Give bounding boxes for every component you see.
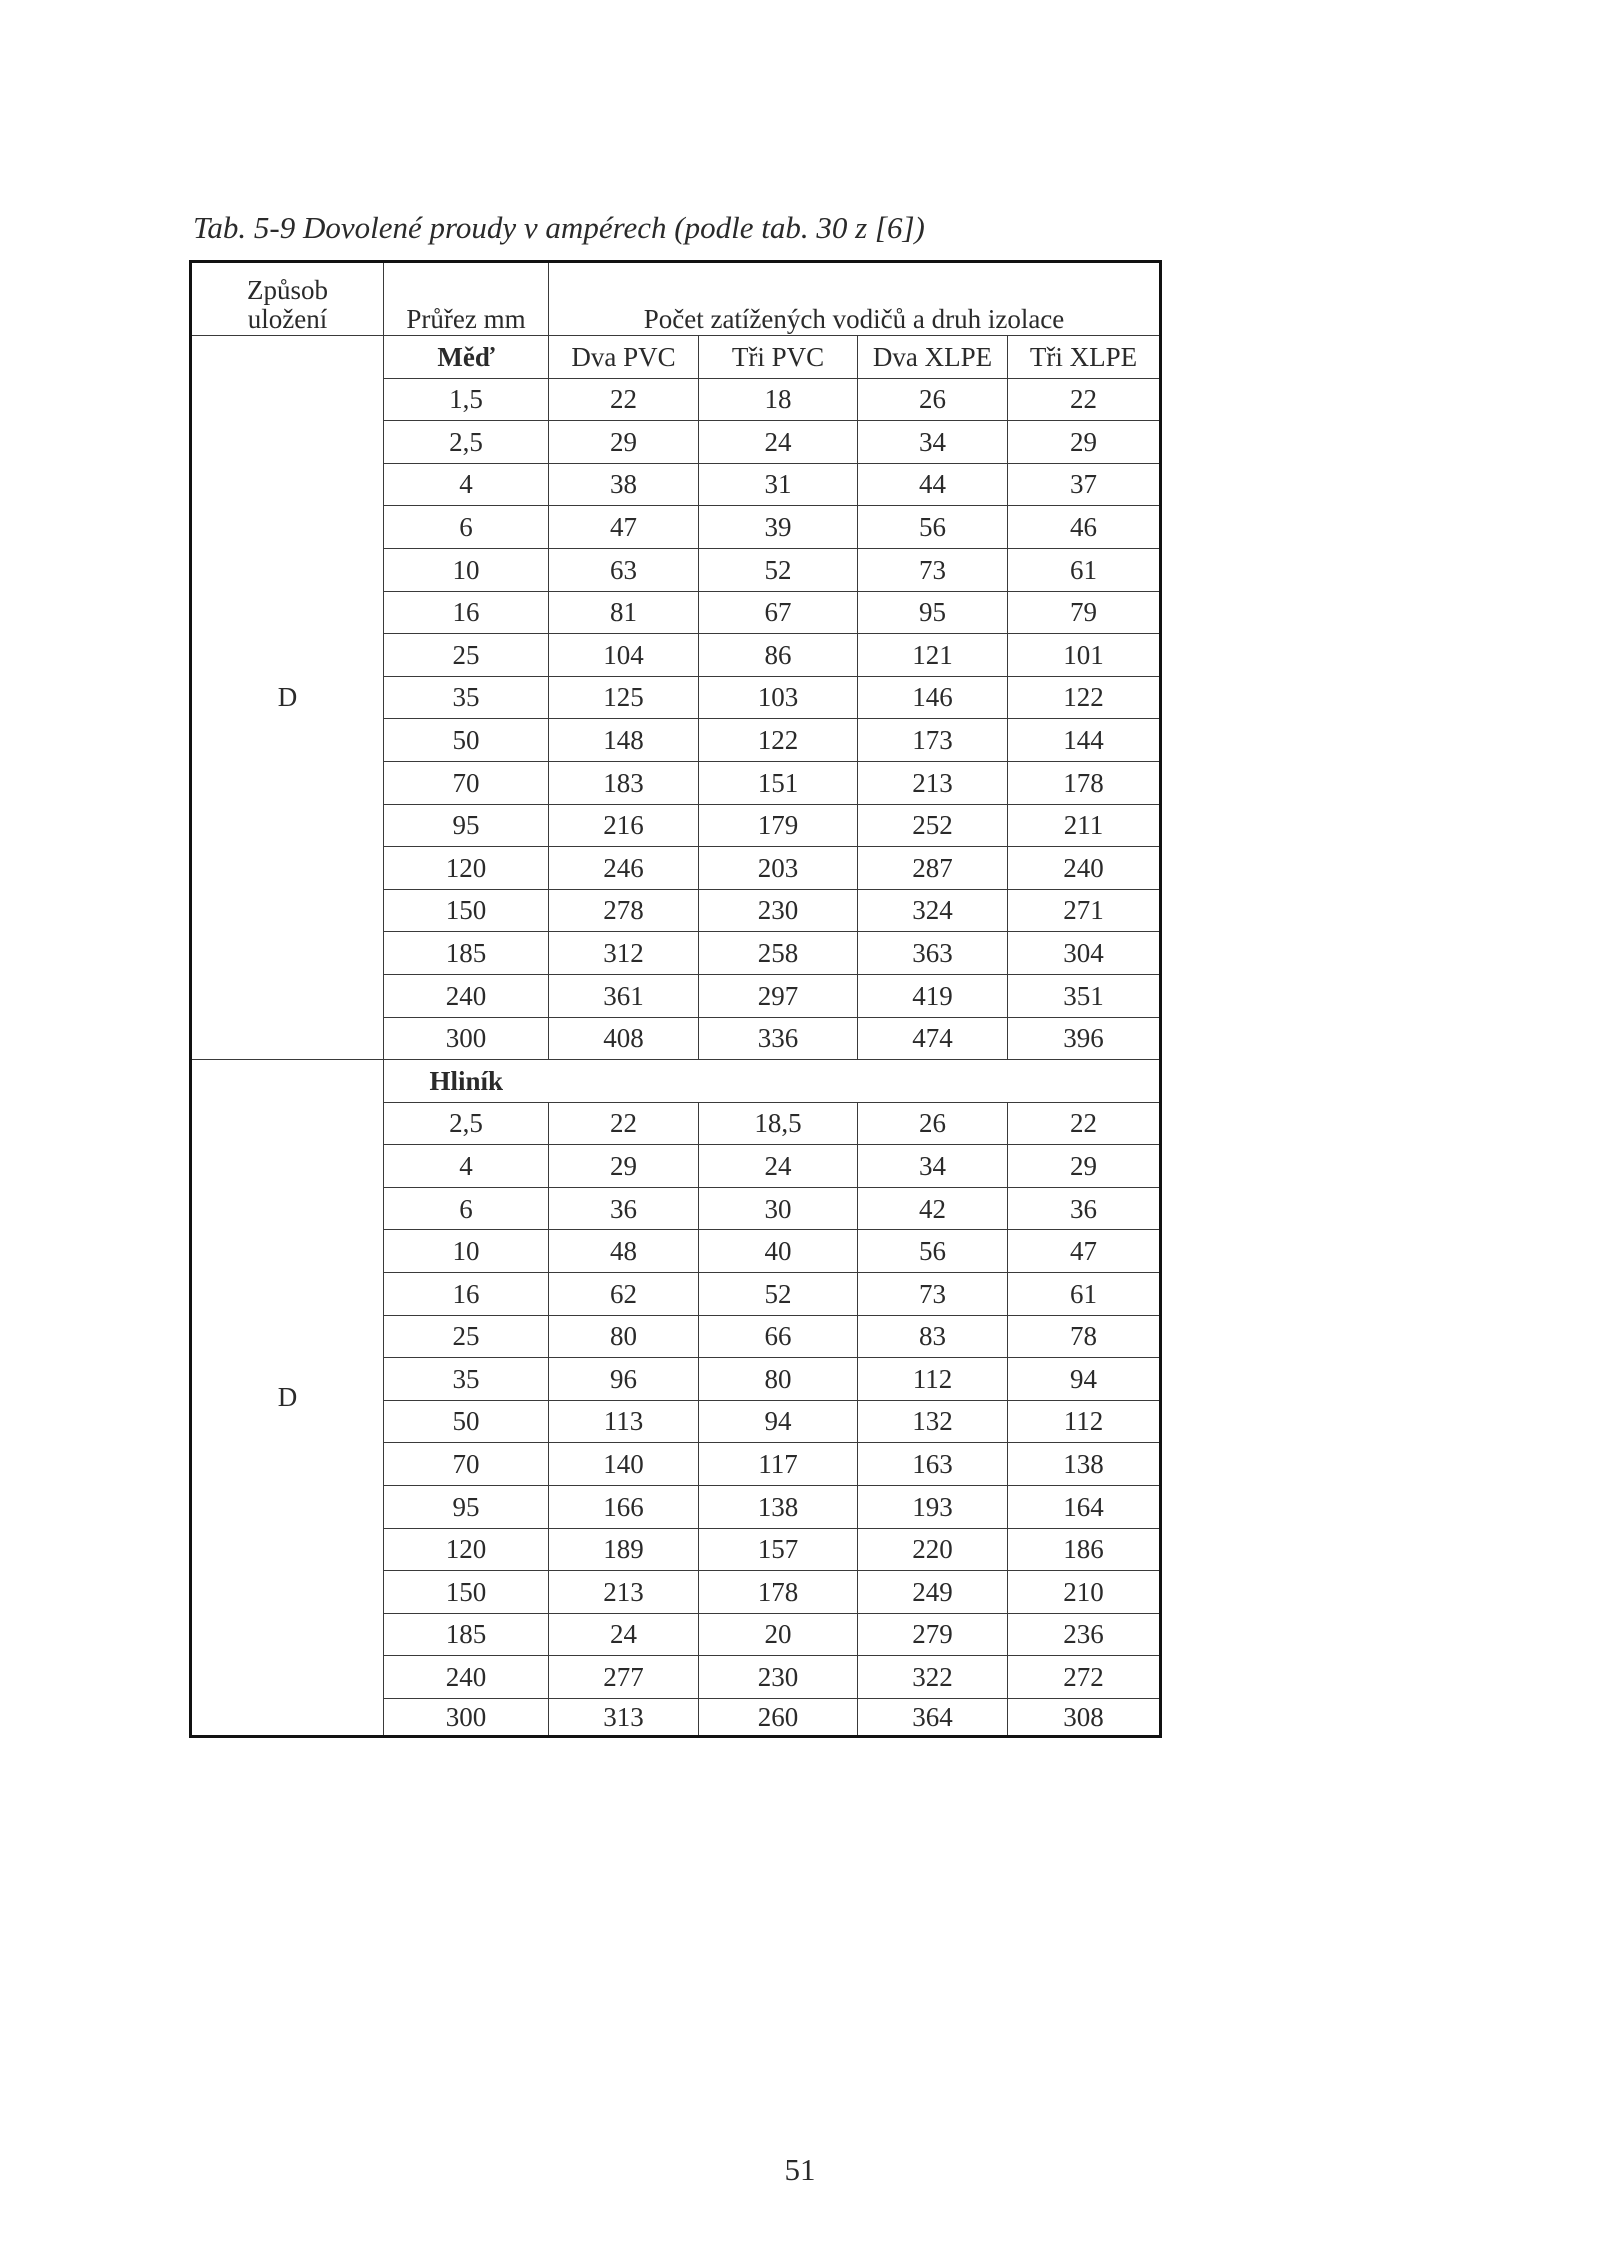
value-cell: 29: [1008, 421, 1161, 464]
material-label: Měď: [384, 336, 549, 379]
value-cell: 474: [858, 1017, 1008, 1060]
value-cell: 419: [858, 974, 1008, 1017]
material-row: [191, 1060, 1161, 1103]
cross-section-cell: 70: [384, 1443, 549, 1486]
value-cell: 258: [699, 932, 858, 975]
table-caption: Tab. 5-9 Dovolené proudy v ampérech (podle tab. 30 z [6]): [193, 210, 925, 245]
value-cell: 146: [858, 676, 1008, 719]
cross-section-cell: 95: [384, 1486, 549, 1529]
value-cell: 95: [858, 591, 1008, 634]
value-cell: 278: [549, 889, 699, 932]
value-cell: 104: [549, 634, 699, 677]
value-cell: 37: [1008, 463, 1161, 506]
value-cell: 112: [858, 1358, 1008, 1401]
value-cell: 112: [1008, 1400, 1161, 1443]
value-cell: 312: [549, 932, 699, 975]
header-method: Způsob uložení: [191, 262, 384, 336]
cross-section-cell: 6: [384, 506, 549, 549]
value-cell: 138: [699, 1486, 858, 1529]
value-cell: 138: [1008, 1443, 1161, 1486]
value-cell: 122: [699, 719, 858, 762]
value-cell: 34: [858, 1145, 1008, 1188]
value-cell: 213: [858, 761, 1008, 804]
value-cell: 86: [699, 634, 858, 677]
value-cell: 44: [858, 463, 1008, 506]
cross-section-cell: 185: [384, 1613, 549, 1656]
value-cell: 322: [858, 1656, 1008, 1699]
value-cell: 22: [1008, 1102, 1161, 1145]
value-cell: 113: [549, 1400, 699, 1443]
value-cell: 203: [699, 847, 858, 890]
value-cell: 336: [699, 1017, 858, 1060]
cross-section-cell: 50: [384, 719, 549, 762]
value-cell: 46: [1008, 506, 1161, 549]
value-cell: 178: [1008, 761, 1161, 804]
value-cell: 103: [699, 676, 858, 719]
cross-section-cell: 16: [384, 1273, 549, 1316]
value-cell: 117: [699, 1443, 858, 1486]
value-cell: 163: [858, 1443, 1008, 1486]
value-cell: 22: [549, 378, 699, 421]
value-cell: 94: [699, 1400, 858, 1443]
value-cell: 277: [549, 1656, 699, 1699]
value-cell: 178: [699, 1571, 858, 1614]
value-cell: 249: [858, 1571, 1008, 1614]
value-cell: 213: [549, 1571, 699, 1614]
value-cell: 148: [549, 719, 699, 762]
value-cell: 186: [1008, 1528, 1161, 1571]
value-cell: 79: [1008, 591, 1161, 634]
value-cell: 101: [1008, 634, 1161, 677]
value-cell: 24: [699, 1145, 858, 1188]
value-cell: 166: [549, 1486, 699, 1529]
cross-section-cell: 240: [384, 1656, 549, 1699]
current-table: [189, 260, 1162, 1738]
value-cell: 189: [549, 1528, 699, 1571]
value-cell: 22: [1008, 378, 1161, 421]
value-cell: 80: [549, 1315, 699, 1358]
cross-section-cell: 25: [384, 634, 549, 677]
material-row: [191, 336, 1161, 379]
value-cell: 271: [1008, 889, 1161, 932]
value-cell: 230: [699, 889, 858, 932]
cross-section-cell: 2,5: [384, 1102, 549, 1145]
cross-section-cell: 10: [384, 548, 549, 591]
value-cell: 63: [549, 548, 699, 591]
value-cell: 363: [858, 932, 1008, 975]
value-cell: 52: [699, 548, 858, 591]
value-cell: 364: [858, 1699, 1008, 1737]
value-cell: 408: [549, 1017, 699, 1060]
value-cell: 121: [858, 634, 1008, 677]
value-cell: 47: [549, 506, 699, 549]
value-cell: 151: [699, 761, 858, 804]
header-row: [191, 262, 1161, 336]
value-cell: 24: [549, 1613, 699, 1656]
value-cell: 36: [549, 1187, 699, 1230]
value-cell: 211: [1008, 804, 1161, 847]
value-cell: 73: [858, 1273, 1008, 1316]
value-cell: 26: [858, 1102, 1008, 1145]
cross-section-cell: 35: [384, 1358, 549, 1401]
value-cell: 220: [858, 1528, 1008, 1571]
value-cell: 193: [858, 1486, 1008, 1529]
value-cell: 125: [549, 676, 699, 719]
value-cell: 308: [1008, 1699, 1161, 1737]
value-cell: 73: [858, 548, 1008, 591]
value-cell: 324: [858, 889, 1008, 932]
value-cell: 272: [1008, 1656, 1161, 1699]
value-cell: 173: [858, 719, 1008, 762]
value-cell: 144: [1008, 719, 1161, 762]
value-cell: 47: [1008, 1230, 1161, 1273]
value-cell: 34: [858, 421, 1008, 464]
value-cell: 56: [858, 506, 1008, 549]
value-cell: 216: [549, 804, 699, 847]
value-cell: 246: [549, 847, 699, 890]
page-number: 51: [784, 2152, 816, 2187]
cross-section-cell: 120: [384, 847, 549, 890]
value-cell: 24: [699, 421, 858, 464]
value-cell: 396: [1008, 1017, 1161, 1060]
column-header: Tři XLPE: [1008, 336, 1161, 379]
value-cell: 48: [549, 1230, 699, 1273]
value-cell: 252: [858, 804, 1008, 847]
value-cell: 66: [699, 1315, 858, 1358]
cross-section-cell: 70: [384, 761, 549, 804]
value-cell: 304: [1008, 932, 1161, 975]
method-cell: D: [191, 336, 384, 1060]
cross-section-cell: 300: [384, 1699, 549, 1737]
cross-section-cell: 4: [384, 1145, 549, 1188]
material-label: Hliník: [384, 1060, 549, 1103]
value-cell: 140: [549, 1443, 699, 1486]
value-cell: 18: [699, 378, 858, 421]
column-header: Dva XLPE: [858, 336, 1008, 379]
cross-section-cell: 16: [384, 591, 549, 634]
cross-section-cell: 35: [384, 676, 549, 719]
value-cell: 83: [858, 1315, 1008, 1358]
cross-section-cell: 95: [384, 804, 549, 847]
value-cell: 56: [858, 1230, 1008, 1273]
value-cell: 122: [1008, 676, 1161, 719]
value-cell: 80: [699, 1358, 858, 1401]
value-cell: 26: [858, 378, 1008, 421]
cross-section-cell: 150: [384, 1571, 549, 1614]
value-cell: 157: [699, 1528, 858, 1571]
value-cell: 78: [1008, 1315, 1161, 1358]
value-cell: 36: [1008, 1187, 1161, 1230]
value-cell: 29: [549, 421, 699, 464]
value-cell: 29: [549, 1145, 699, 1188]
cross-section-cell: 300: [384, 1017, 549, 1060]
value-cell: 81: [549, 591, 699, 634]
header-conductor-count: Počet zatížených vodičů a druh izolace: [549, 262, 1161, 336]
value-cell: 18,5: [699, 1102, 858, 1145]
value-cell: 31: [699, 463, 858, 506]
value-cell: 67: [699, 591, 858, 634]
value-cell: 164: [1008, 1486, 1161, 1529]
value-cell: 361: [549, 974, 699, 1017]
value-cell: 313: [549, 1699, 699, 1737]
value-cell: 287: [858, 847, 1008, 890]
value-cell: 29: [1008, 1145, 1161, 1188]
column-header: Dva PVC: [549, 336, 699, 379]
value-cell: 230: [699, 1656, 858, 1699]
value-cell: 240: [1008, 847, 1161, 890]
value-cell: 61: [1008, 1273, 1161, 1316]
value-cell: 30: [699, 1187, 858, 1230]
value-cell: 62: [549, 1273, 699, 1316]
value-cell: 40: [699, 1230, 858, 1273]
value-cell: 96: [549, 1358, 699, 1401]
value-cell: 183: [549, 761, 699, 804]
value-cell: 132: [858, 1400, 1008, 1443]
cross-section-cell: 10: [384, 1230, 549, 1273]
value-cell: 297: [699, 974, 858, 1017]
cross-section-cell: 50: [384, 1400, 549, 1443]
cross-section-cell: 25: [384, 1315, 549, 1358]
value-cell: 61: [1008, 548, 1161, 591]
value-cell: 260: [699, 1699, 858, 1737]
cross-section-cell: 240: [384, 974, 549, 1017]
cross-section-cell: 185: [384, 932, 549, 975]
value-cell: 236: [1008, 1613, 1161, 1656]
value-cell: 210: [1008, 1571, 1161, 1614]
value-cell: 38: [549, 463, 699, 506]
value-cell: 279: [858, 1613, 1008, 1656]
value-cell: 42: [858, 1187, 1008, 1230]
cross-section-cell: 1,5: [384, 378, 549, 421]
cross-section-cell: 2,5: [384, 421, 549, 464]
header-cross-section: Průřez mm: [384, 262, 549, 336]
column-header: Tři PVC: [699, 336, 858, 379]
value-cell: 52: [699, 1273, 858, 1316]
material-row-spacer: [549, 1060, 1161, 1103]
value-cell: 22: [549, 1102, 699, 1145]
value-cell: 94: [1008, 1358, 1161, 1401]
cross-section-cell: 120: [384, 1528, 549, 1571]
cross-section-cell: 4: [384, 463, 549, 506]
value-cell: 351: [1008, 974, 1161, 1017]
value-cell: 20: [699, 1613, 858, 1656]
cross-section-cell: 150: [384, 889, 549, 932]
value-cell: 39: [699, 506, 858, 549]
cross-section-cell: 6: [384, 1187, 549, 1230]
method-cell: D: [191, 1060, 384, 1737]
value-cell: 179: [699, 804, 858, 847]
